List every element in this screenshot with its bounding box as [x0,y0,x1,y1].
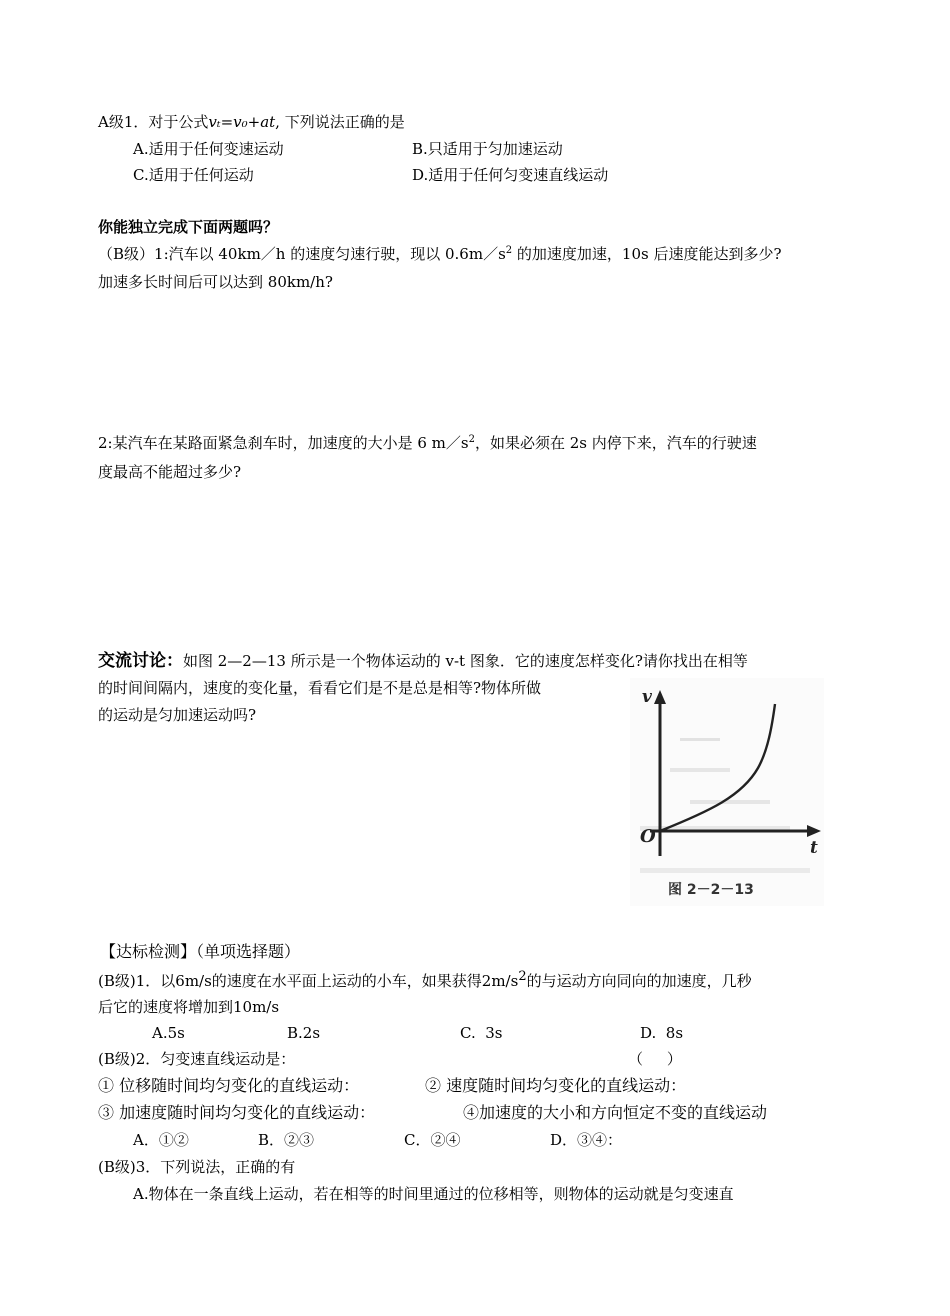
test-q2-statement-1: ① 位移随时间均匀变化的直线运动： [98,1076,360,1095]
question-2-line1 [98,432,757,454]
y-axis-label: v [642,687,652,707]
test-q3-stem: (B级)3．下列说法，正确的有 [98,1158,296,1176]
test-q2-statement-3: ③ 加速度随时间均匀变化的直线运动： [98,1103,376,1122]
question-a1-option-b: B.只适用于匀加速运动 [412,140,563,158]
question-b1-exponent: 2 [505,245,513,256]
test-q3-option-a: A.物体在一条直线上运动，若在相等的时间里通过的位移相等，则物体的运动就是匀变速直 [133,1185,734,1203]
question-2-exponent: 2 [468,434,475,445]
x-axis-label: t [810,838,818,858]
test-q2-stem: (B级)2．匀变速直线运动是： [98,1050,296,1068]
test-q2-option-c: C．②④ [404,1131,461,1149]
question-a1-option-a: A.适用于任何变速运动 [133,140,284,158]
question-a1-tail: , 下列说法正确的是 [275,113,405,131]
test-header: 【达标检测】（单项选择题） [100,942,301,961]
question-2-text-pre: 2:某汽车在某路面紧急刹车时，加速度的大小是 6 m／s [98,434,469,452]
question-a1-option-d: D.适用于任何匀变速直线运动 [412,166,609,184]
figure-caption: 图 2－2－13 [668,882,754,898]
question-b1-text-post: 的加速度加速，10s 后速度能达到多少? [512,245,782,263]
test-q1-option-d: D. 8s [640,1024,684,1042]
discussion-text1: 如图 2—2—13 所示是一个物体运动的 v-t 图象．它的速度怎样变化?请你找出在相等 [183,652,748,670]
discussion-label: 交流讨论： [98,651,183,671]
question-2-line2: 度最高不能超过多少? [98,463,242,481]
vt-graph [630,678,824,906]
question-a1-formula: vₜ=v₀+at [208,113,276,131]
question-a1-option-c: C.适用于任何运动 [133,166,254,184]
test-q2-option-a: A．①② [133,1131,189,1149]
discussion-line3: 的运动是匀加速运动吗? [98,706,257,724]
discussion-line2: 的时间间隔内，速度的变化量，看看它们是不是总是相等?物体所做 [98,679,542,697]
question-2-text-post: ，如果必须在 2s 内停下来，汽车的行驶速 [474,434,757,452]
test-q2-statement-4: ④加速度的大小和方向恒定不变的直线运动 [463,1103,768,1122]
test-q1-text-pre: (B级)1．以6m/s的速度在水平面上运动的小车，如果获得2m/s [98,972,519,990]
test-q2-statement-2: ② 速度随时间均匀变化的直线运动： [425,1076,687,1095]
question-a1-stem [98,111,405,133]
question-a1-label: A级1．对于公式 [98,113,209,131]
test-q1-option-c: C. 3s [460,1024,503,1042]
origin-label: O [640,826,656,847]
test-q1-line1 [98,970,752,992]
test-q1-option-a: A.5s [152,1024,185,1042]
discussion-line1 [98,650,748,672]
test-q2-option-d: D．③④： [550,1131,623,1149]
test-q1-option-b: B.2s [287,1024,321,1042]
question-b1-line2: 加速多长时间后可以达到 80km/h? [98,273,333,291]
vt-graph-figure [630,678,824,906]
section-title: 你能独立完成下面两题吗？ [98,218,279,236]
test-q1-text-post: 的与运动方向同向的加速度，几秒 [526,972,752,990]
test-q1-line2: 后它的速度将增加到10m/s [98,998,280,1016]
question-b1-text-pre: （B级）1:汽车以 40km／h 的速度匀速行驶，现以 0.6m／s [98,245,506,263]
test-q2-option-b: B．②③ [258,1131,315,1149]
test-q2-answer-blank: （ ） [628,1050,682,1068]
question-b1-line1 [98,243,782,265]
test-q1-exponent: 2 [518,969,527,984]
